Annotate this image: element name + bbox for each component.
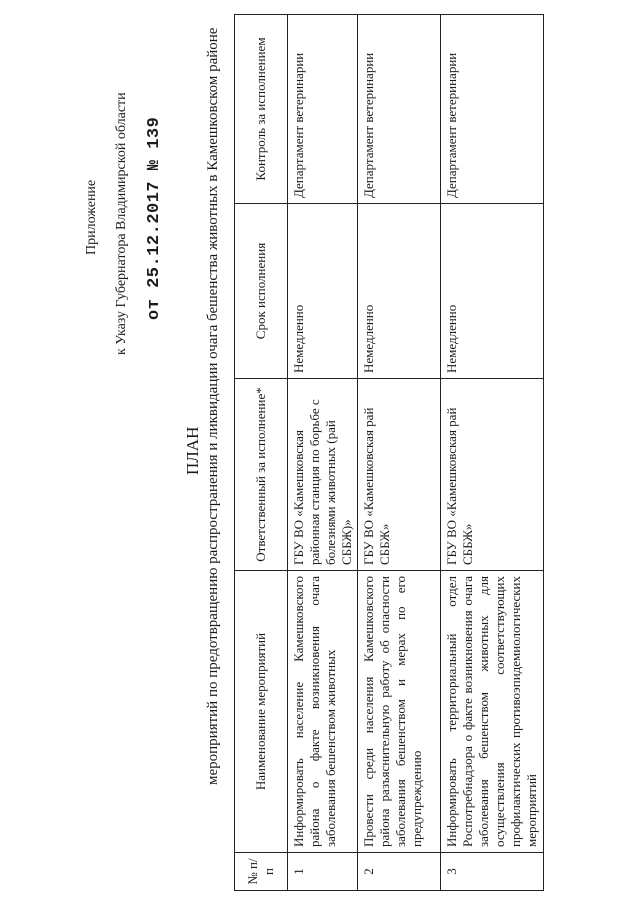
row-deadline: Немедленно <box>358 204 441 379</box>
row-control: Департамент ветеринарии <box>358 15 441 204</box>
row-responsible: ГБУ ВО «Камешковская рай СББЖ» <box>358 379 441 571</box>
column-header-responsible: Ответственный за исполнение* <box>235 379 288 571</box>
table-row <box>441 15 544 891</box>
row-number: 2 <box>358 853 441 891</box>
row-responsible: ГБУ ВО «Камешковская рай СББЖ» <box>441 379 544 571</box>
row-responsible: ГБУ ВО «Камешковская районная станция по борьбе с болезнями животных (рай СББЖ)» <box>288 379 358 571</box>
decree-reference: к Указу Губернатора Владимирской области <box>114 92 129 355</box>
plan-table <box>234 14 544 891</box>
table-row <box>358 15 441 891</box>
row-action: Информировать население Камешковского района о факте возникновения очага заболевания бешенством животных <box>288 571 358 853</box>
column-header-deadline: Срок исполнения <box>235 204 288 379</box>
row-action: Провести среди населения Камешковского района разъяснительную работу об опасности заболевания бешенством и мерах по его предупреждению <box>358 571 441 853</box>
plan-subtitle: мероприятий по предотвращению распространения и ликвидации очага бешенства животных в Камешковском районе <box>205 27 221 785</box>
appendix-label: Приложение <box>84 179 99 255</box>
column-header-number: № п/п <box>235 853 288 891</box>
row-deadline: Немедленно <box>441 204 544 379</box>
table-row <box>288 15 358 891</box>
row-control: Департамент ветеринарии <box>441 15 544 204</box>
column-header-action: Наименование мероприятий <box>235 571 288 853</box>
row-deadline: Немедленно <box>288 204 358 379</box>
row-number: 3 <box>441 853 544 891</box>
row-action: Информировать территориальный отдел Роспотребнадзора о факте возникновения очага заболевания бешенством животных для осуществления соответствующих профилактических противоэпидемиологических мероприятий <box>441 571 544 853</box>
row-control: Департамент ветеринарии <box>288 15 358 204</box>
decree-date-number: от 25.12.2017 № 139 <box>145 116 164 320</box>
column-header-control: Контроль за исполнением <box>235 15 288 204</box>
table-header-row <box>235 15 288 891</box>
row-number: 1 <box>288 853 358 891</box>
plan-title: ПЛАН <box>183 426 202 475</box>
